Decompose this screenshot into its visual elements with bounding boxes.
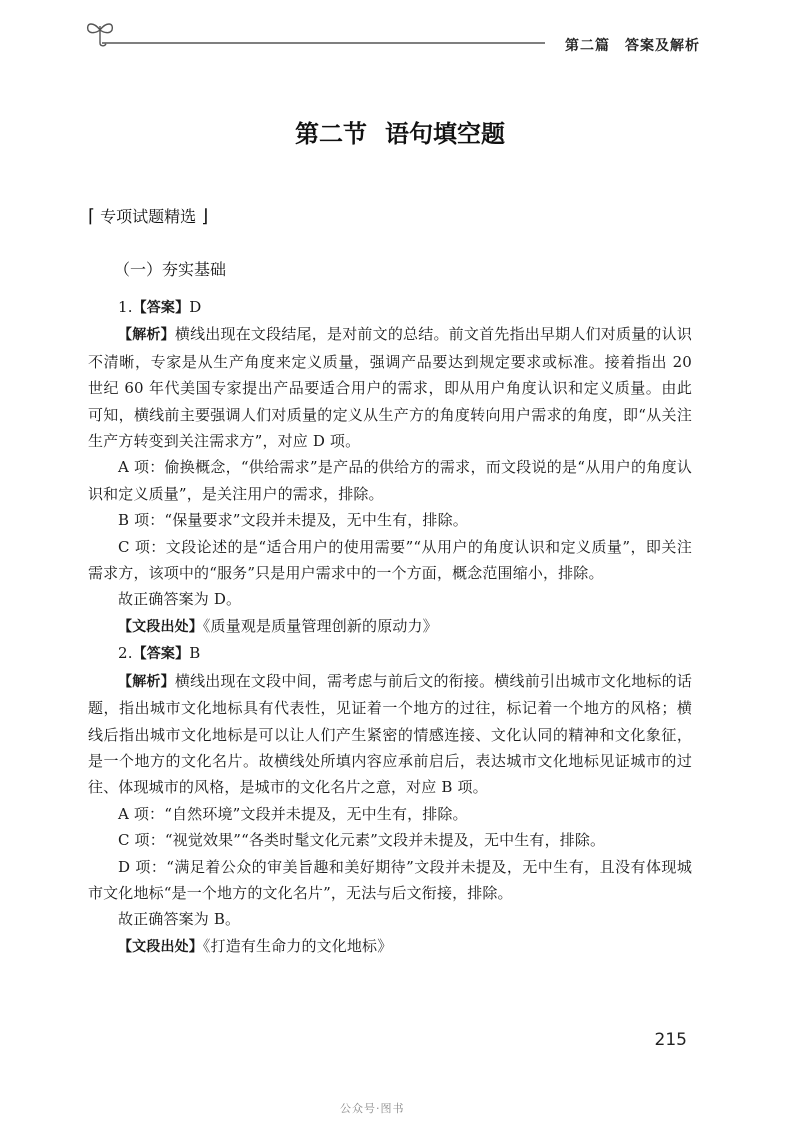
page-number: 215 xyxy=(654,1030,687,1050)
bracket-open: ⌈ xyxy=(88,206,96,227)
q1-number: 1. xyxy=(118,298,133,316)
special-heading xyxy=(88,204,208,227)
q2-source-label: 【文段出处】 xyxy=(118,938,203,955)
section-title xyxy=(0,114,800,149)
q2-conclusion: 故正确答案为 B。 xyxy=(118,910,241,929)
q2-analysis-label: 【解析】 xyxy=(118,673,175,690)
q1-source-text: 《质量观是质量管理创新的原动力》 xyxy=(202,616,438,635)
bracket-close: ⌋ xyxy=(201,206,209,227)
q2-source xyxy=(88,933,692,960)
q1-analysis-text: 横线出现在文段结尾，是对前文的总结。前文首先指出早期人们对质量的认识不清晰，专家是从生产角度来定义质量，强调产品要达到规定要求或标准。接着指出 20 世纪 60 年代美国专家提出产品要适合用户的需求，即从用户角度认识和定义质量。由此可知，横线前主要强调人们对质量的定义从生产方的角度转向用户需求的角度，即“从关注生产方转变到关注需求方”，对应 D 项。 xyxy=(88,325,692,451)
q1-answer xyxy=(88,294,692,321)
q2-number: 2. xyxy=(118,644,133,663)
q2-option-a: A 项：“自然环境”文段并未提及，无中生有，排除。 xyxy=(118,804,468,823)
q1-source xyxy=(88,613,692,640)
q2-answer-value: B xyxy=(189,644,201,663)
q2-analysis xyxy=(88,668,692,801)
section-number: 第二节 xyxy=(295,120,367,148)
answer-content xyxy=(88,258,692,960)
q1-answer-value: D xyxy=(189,298,202,316)
q2-analysis-text: 横线出现在文段中间，需考虑与前后文的衔接。横线前引出城市文化地标的话题，指出城市文化地标具有代表性，见证着一个地方的过往，标记着一个地方的风格；横线后指出城市文化地标是可以让人们产生紧密的情感连接、文化认同的精神和文化象征，是一个地方的文化名片。故横线处所填内容应承前启后，表达城市文化地标见证城市的过往、体现城市的风格，是城市的文化名片之意，对应 B 项。 xyxy=(88,671,692,797)
q2-source-text: 《打造有生命力的文化地标》 xyxy=(202,936,393,955)
q1-option-b: B 项：“保量要求”文段并未提及，无中生有，排除。 xyxy=(118,511,468,530)
q2-answer-label: 【答案】 xyxy=(132,646,190,663)
q1-answer-label: 【答案】 xyxy=(132,300,190,316)
q2-option-c: C 项：“视觉效果”“各类时髦文化元素”文段并未提及，无中生有，排除。 xyxy=(118,831,606,850)
q2-option-d: D 项：“满足着公众的审美旨趣和美好期待”文段并未提及，无中生有，且没有体现城市文化地标“是一个地方的文化名片”，无法与后文衔接，排除。 xyxy=(88,857,692,902)
q1-option-a: A 项：偷换概念，“供给需求”是产品的供给方的需求，而文段说的是“从用户的角度认识和定义质量”，是关注用户的需求，排除。 xyxy=(88,458,692,503)
q1-conclusion: 故正确答案为 D。 xyxy=(118,590,242,609)
subsection-heading: （一）夯实基础 xyxy=(114,260,227,279)
q1-analysis xyxy=(88,321,692,454)
special-heading-text: 专项试题精选 xyxy=(100,207,197,226)
q2-answer xyxy=(88,640,692,667)
q1-analysis-label: 【解析】 xyxy=(118,327,175,344)
watermark: 公众号·图书 xyxy=(340,1102,405,1115)
header-title: 第二篇 答案及解析 xyxy=(559,35,700,55)
q1-option-c: C 项：文段论述的是“适合用户的使用需要”“从用户的角度认识和定义质量”，即关注需求方，该项中的“服务”只是用户需求中的一个方面，概念范围缩小，排除。 xyxy=(88,537,692,583)
q1-source-label: 【文段出处】 xyxy=(118,618,203,635)
section-name: 语句填空题 xyxy=(385,120,505,148)
page-header xyxy=(0,0,800,70)
